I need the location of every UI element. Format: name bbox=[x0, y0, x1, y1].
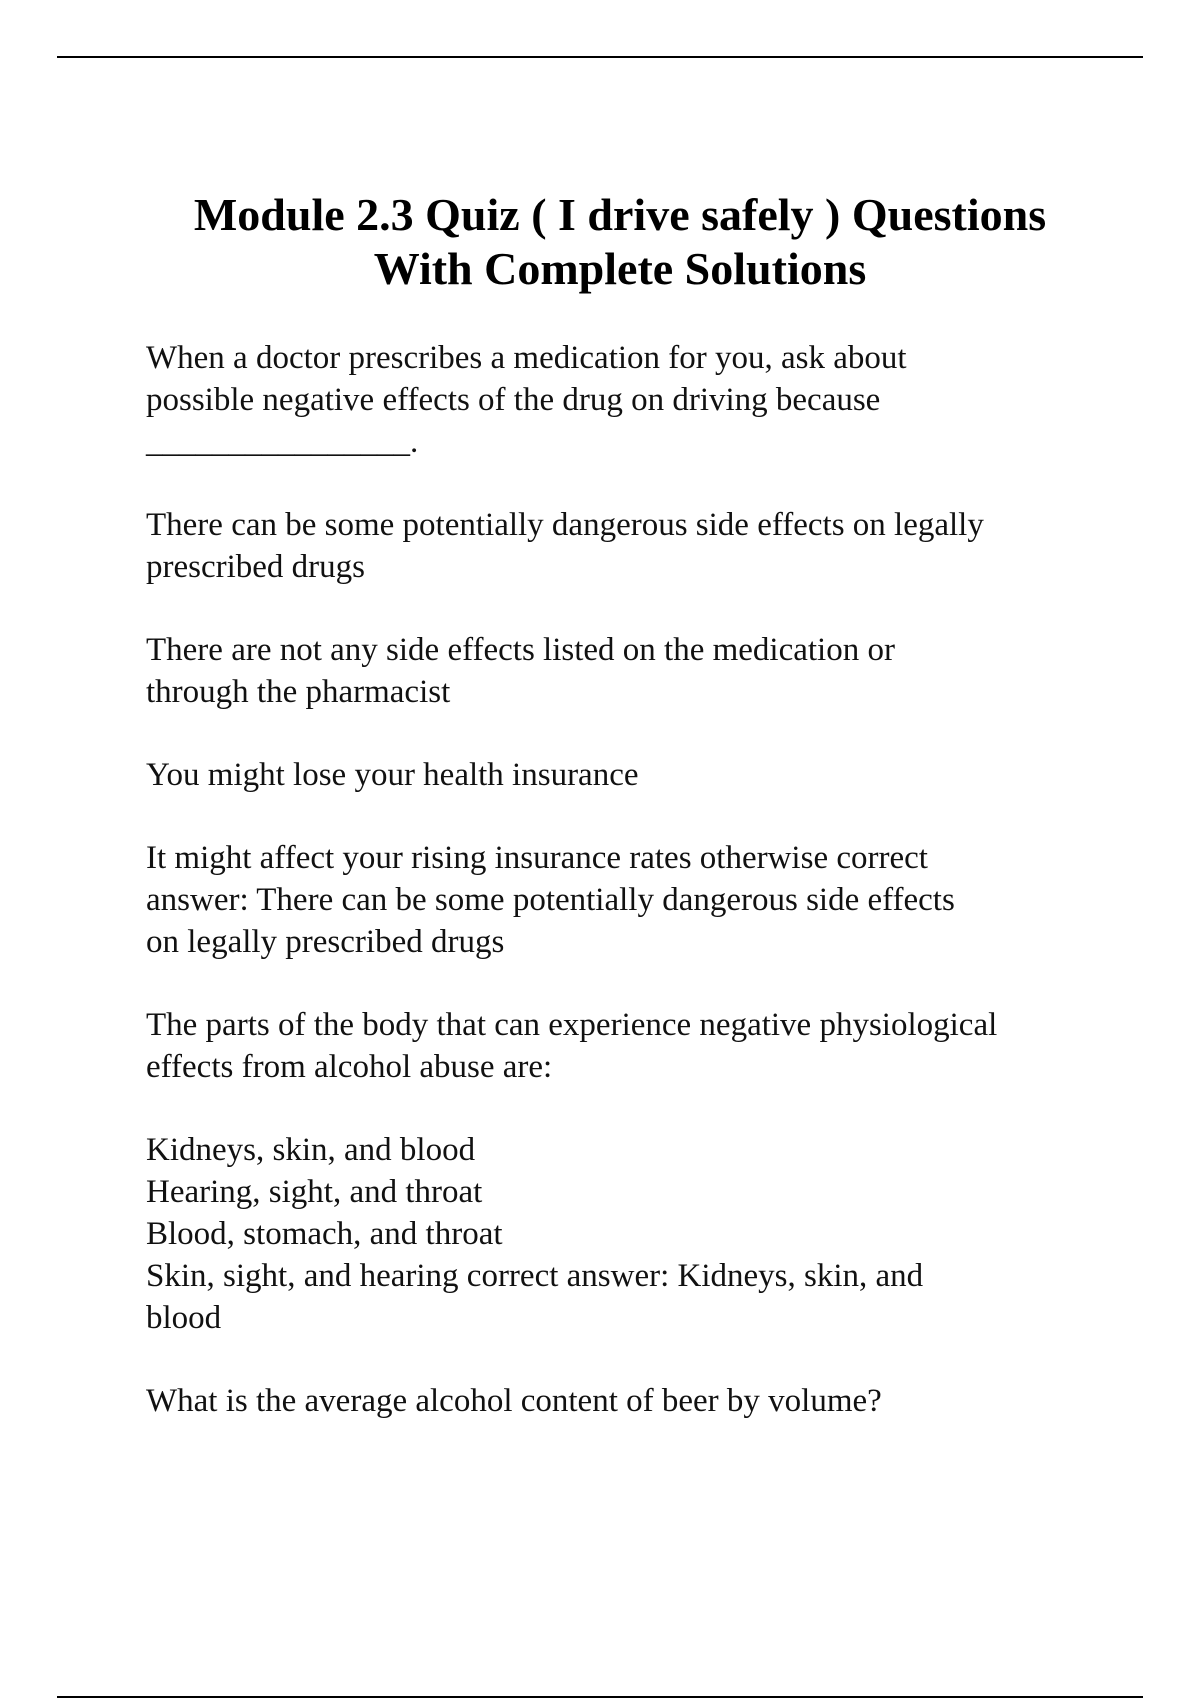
option-text-line: prescribed drugs bbox=[146, 549, 366, 585]
answer-option: Hearing, sight, and throat bbox=[146, 1174, 483, 1210]
answer-option: blood bbox=[146, 1300, 222, 1336]
page-title bbox=[100, 188, 1140, 296]
option-text-line: There are not any side effects listed on the medication or bbox=[146, 632, 895, 668]
answer-option bbox=[146, 504, 1156, 588]
answer-option bbox=[146, 629, 1156, 713]
question-1 bbox=[146, 337, 1156, 463]
answer-option bbox=[146, 754, 1156, 796]
question-3 bbox=[146, 1380, 1156, 1422]
option-text-line: You might lose your health insurance bbox=[146, 757, 639, 793]
question-2 bbox=[146, 1004, 1156, 1088]
question-text-line: What is the average alcohol content of beer by volume? bbox=[146, 1383, 882, 1419]
title-line: Module 2.3 Quiz ( I drive safely ) Questions bbox=[193, 189, 1047, 240]
bottom-rule bbox=[57, 1696, 1143, 1698]
question-text-line: effects from alcohol abuse are: bbox=[146, 1049, 553, 1085]
answer-option: Kidneys, skin, and blood bbox=[146, 1132, 476, 1168]
question-text-line: When a doctor prescribes a medication for you, ask about bbox=[146, 340, 907, 376]
question-text-line: The parts of the body that can experience negative physiological bbox=[146, 1007, 998, 1043]
answer-option: Skin, sight, and hearing correct answer: Kidneys, skin, and bbox=[146, 1258, 924, 1294]
answer-blank: ________________. bbox=[146, 424, 419, 460]
title-line: With Complete Solutions bbox=[373, 243, 867, 294]
top-rule bbox=[57, 56, 1143, 58]
answer-options-list bbox=[146, 1129, 1156, 1339]
option-text-line: answer: There can be some potentially dangerous side effects bbox=[146, 882, 955, 918]
option-text-line: through the pharmacist bbox=[146, 674, 451, 710]
answer-option: Blood, stomach, and throat bbox=[146, 1216, 503, 1252]
option-text-line: on legally prescribed drugs bbox=[146, 924, 505, 960]
question-text-line: possible negative effects of the drug on driving because bbox=[146, 382, 881, 418]
document-body bbox=[146, 337, 1156, 1422]
option-text-line: It might affect your rising insurance rates otherwise correct bbox=[146, 840, 928, 876]
option-text-line: There can be some potentially dangerous side effects on legally bbox=[146, 507, 984, 543]
answer-option-with-correct-answer bbox=[146, 837, 1156, 963]
